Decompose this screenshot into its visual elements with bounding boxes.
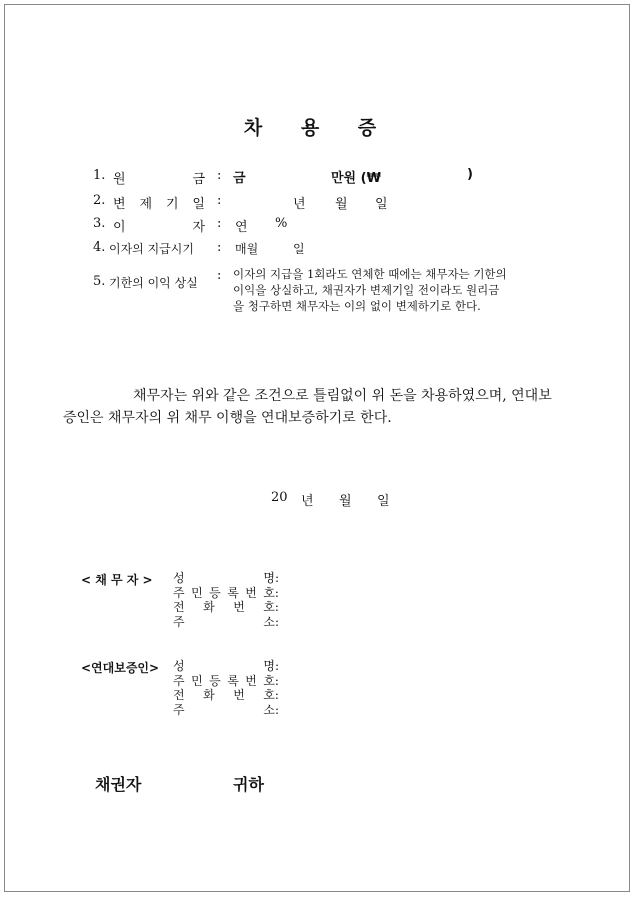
clause-line: 이익을 상실하고, 채권자가 변제기일 전이라도 원리금	[233, 283, 500, 297]
item-number-1: 1.	[93, 168, 106, 183]
principal-prefix: 금	[233, 171, 246, 186]
debtor-field-address	[173, 615, 279, 630]
creditor-honorific: 귀하	[233, 775, 264, 794]
field-char: 소:	[263, 702, 279, 717]
document-title: 차 용 증	[243, 117, 393, 139]
field-char: 호:	[263, 585, 279, 600]
date-day: 일	[377, 494, 390, 509]
guarantor-heading: <연대보증인>	[81, 661, 160, 675]
label-char: 자	[192, 220, 205, 235]
guarantor-field-id	[173, 674, 279, 689]
guarantor-field-phone	[173, 688, 279, 703]
label-char: 변	[113, 197, 126, 212]
field-char: 전	[173, 600, 185, 614]
guarantor-field-name	[173, 659, 279, 674]
field-char: 번	[245, 585, 257, 600]
date-century: 20	[271, 490, 288, 505]
item-colon-1: :	[217, 168, 222, 183]
item-label-3	[113, 216, 205, 235]
repay-day: 일	[375, 197, 388, 212]
paragraph-line-1: 채무자는 위와 같은 조건으로 틀림없이 위 돈을 차용하였으며, 연대보	[133, 388, 552, 404]
field-char: 민	[191, 673, 203, 688]
field-char: 화	[203, 688, 215, 702]
field-char: 번	[245, 673, 257, 688]
paragraph-line-2: 증인은 채무자의 위 채무 이행을 연대보증하기로 한다.	[63, 410, 392, 426]
debtor-fields	[173, 571, 279, 629]
clause-line: 이자의 지급을 1회라도 연체한 때에는 채무자는 기한의	[233, 267, 507, 281]
item-colon-3: :	[217, 216, 222, 231]
interest-year: 연	[235, 220, 248, 235]
interest-pay-monthly: 매월	[235, 242, 259, 256]
item-label-1	[113, 168, 205, 187]
field-char: 주	[173, 702, 185, 717]
field-char: 록	[227, 585, 239, 600]
item-number-3: 3.	[93, 216, 106, 231]
item-colon-4: :	[217, 240, 222, 255]
label-char: 이	[113, 220, 126, 235]
field-char: 주	[173, 585, 185, 600]
label-char: 금	[192, 172, 205, 187]
debtor-heading: < 채 무 자 >	[81, 573, 153, 587]
field-char: 등	[209, 673, 221, 688]
item-number-4: 4.	[93, 240, 106, 255]
guarantor-fields	[173, 659, 279, 717]
label-char: 제	[139, 197, 153, 212]
field-char: 성	[173, 659, 185, 673]
repay-year: 년	[293, 197, 306, 212]
debtor-field-name	[173, 571, 279, 586]
item-label-2	[113, 193, 205, 212]
interest-pay-day: 일	[293, 242, 305, 256]
field-char: 호:	[263, 673, 279, 688]
field-char: 성	[173, 571, 185, 585]
document-page	[4, 4, 630, 892]
field-char: 명:	[263, 571, 279, 585]
field-char: 번	[233, 688, 245, 702]
label-char: 기	[165, 197, 179, 212]
item-label-4: 이자의 지급시기	[109, 242, 194, 256]
principal-close: )	[467, 167, 473, 182]
interest-percent: %	[275, 216, 288, 231]
field-char: 전	[173, 688, 185, 702]
field-char: 호:	[263, 600, 279, 614]
item-colon-2: :	[217, 193, 222, 208]
date-month: 월	[339, 494, 352, 509]
repay-month: 월	[335, 197, 348, 212]
debtor-field-id	[173, 586, 279, 601]
debtor-field-phone	[173, 600, 279, 615]
field-char: 화	[203, 600, 215, 614]
field-char: 소:	[263, 614, 279, 629]
item-number-2: 2.	[93, 193, 106, 208]
principal-unit: 만원 (₩	[331, 171, 381, 186]
guarantor-field-address	[173, 703, 279, 718]
item-number-5: 5.	[93, 274, 106, 289]
label-char: 일	[192, 197, 205, 212]
field-char: 주	[173, 673, 185, 688]
clause-line: 을 청구하면 채무자는 이의 없이 변제하기로 한다.	[233, 299, 481, 313]
field-char: 주	[173, 614, 185, 629]
acceleration-clause	[233, 266, 507, 314]
label-char: 원	[113, 172, 126, 187]
item-label-5: 기한의 이익 상실	[109, 276, 198, 290]
creditor-label: 채권자	[95, 775, 142, 794]
item-colon-5: :	[217, 268, 222, 283]
field-char: 등	[209, 585, 221, 600]
field-char: 명:	[263, 659, 279, 673]
field-char: 록	[227, 673, 239, 688]
date-year: 년	[301, 494, 314, 509]
field-char: 번	[233, 600, 245, 614]
field-char: 민	[191, 585, 203, 600]
field-char: 호:	[263, 688, 279, 702]
